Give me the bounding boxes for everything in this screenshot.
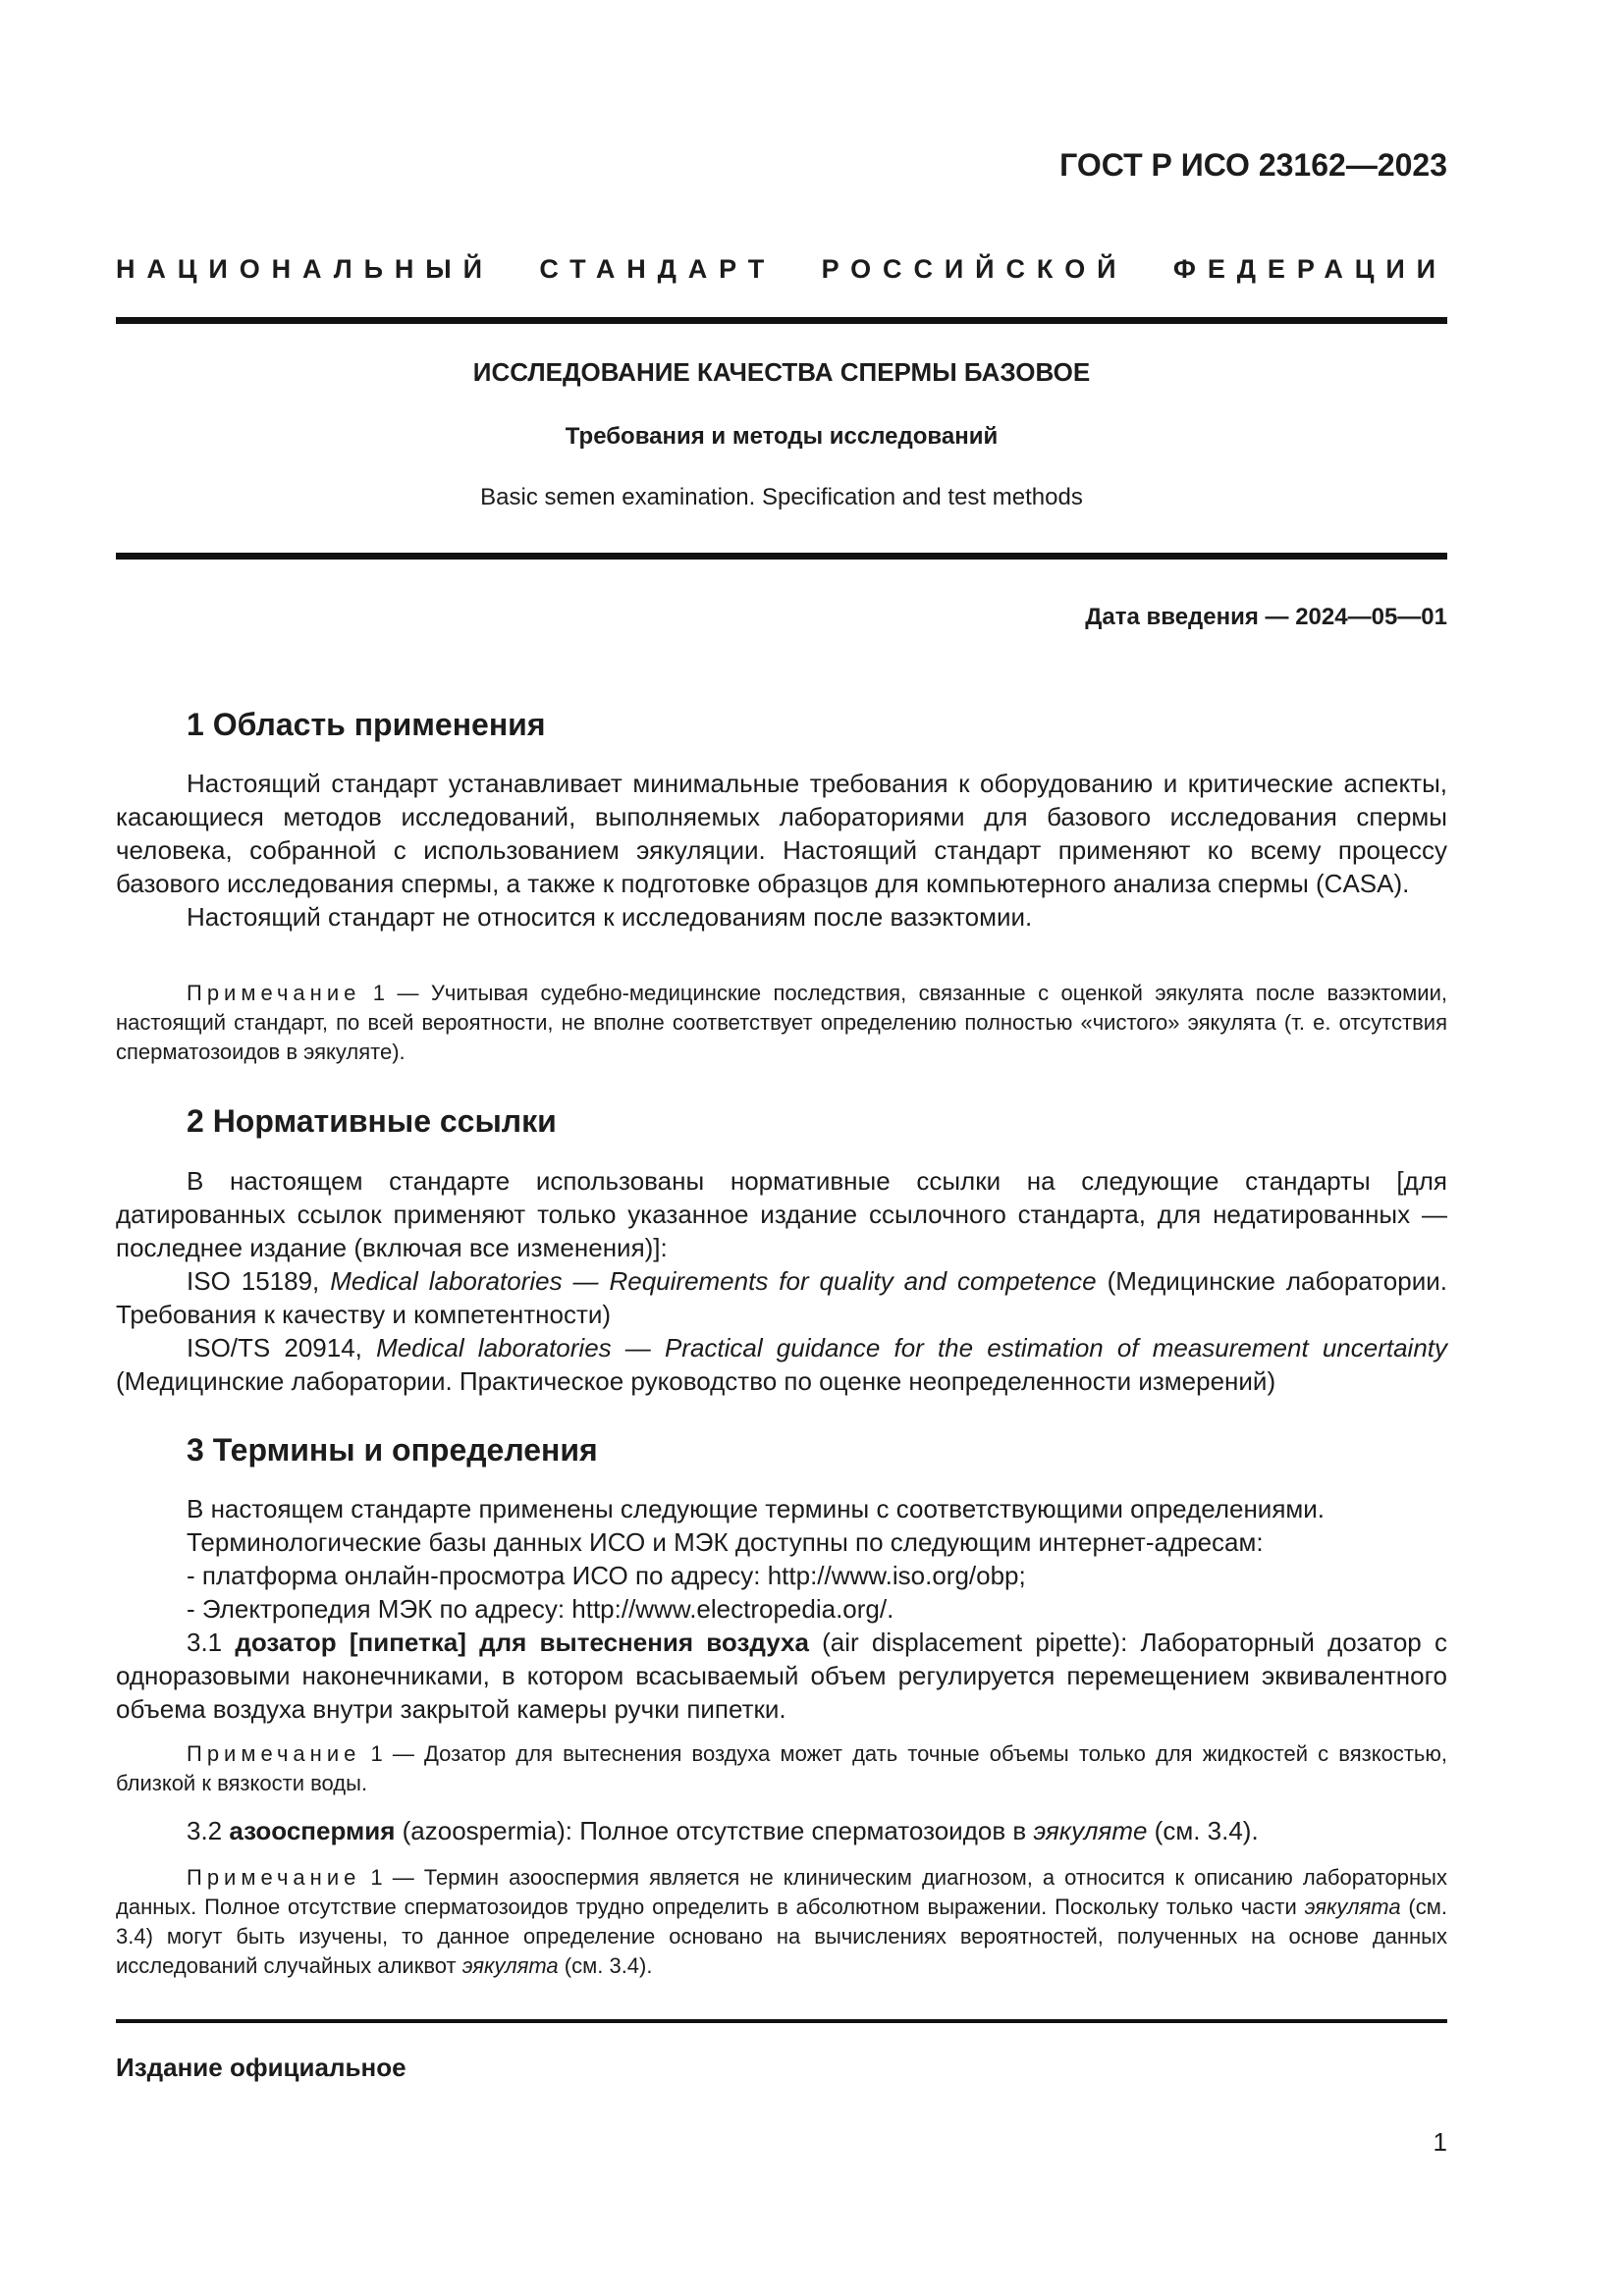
term-3-2 [116, 1814, 1447, 1847]
section-3-body [116, 1492, 1447, 1726]
top-divider [116, 317, 1447, 324]
list-item: - платформа онлайн-просмотра ИСО по адресу: http://www.iso.org/obp; [187, 1561, 1026, 1590]
standard-designation: ГОСТ Р ИСО 23162—2023 [1059, 147, 1447, 183]
note-text: (см. 3.4). [558, 1953, 653, 1978]
note-label: Примечание [187, 981, 361, 1005]
note-text: Дозатор для вытеснения воздуха может дать точные объемы только для жидкостей с вязкостью, близкой к вязкости воды. [116, 1741, 1447, 1795]
term-definition: (azoospermia): Полное отсутствие сперматозоидов в [395, 1816, 1034, 1845]
note-number: 1 — [360, 981, 431, 1005]
note-number: 1 — [360, 1741, 424, 1766]
term-definition: (air displacement pipette): Лабораторный дозатор с одноразовыми наконечниками, в котором всасываемый объем регулируется перемещением эквивалентного объема воздуха внутри закрытой камеры ручки пипетки. [116, 1628, 1447, 1724]
list-item: - Электропедия МЭК по адресу: http://www.electropedia.org/. [187, 1594, 894, 1624]
national-standard-title: НАЦИОНАЛЬНЫЙ СТАНДАРТ РОССИЙСКОЙ ФЕДЕРАЦИИ [116, 254, 1447, 284]
term-name: азооспермия [229, 1816, 396, 1845]
section-3-paragraph: В настоящем стандарте применены следующие термины с соответствующими определениями. [187, 1494, 1326, 1523]
reference-title: Medical laboratories — Requirements for quality and competence [330, 1266, 1097, 1296]
section-1-note [116, 979, 1447, 1067]
term-reference: эякуляте [1033, 1816, 1148, 1845]
section-1-paragraph: Настоящий стандарт не относится к исследованиям после вазэктомии. [187, 902, 1033, 932]
section-1-body [116, 767, 1447, 934]
english-title: Basic semen examination. Specification and test methods [480, 484, 1083, 510]
reference-code: ISO/TS 20914, [187, 1333, 377, 1362]
term-number: 3.1 [187, 1628, 236, 1657]
term-name: дозатор [пипетка] для вытеснения воздуха [235, 1628, 809, 1657]
note-text: (см. 3.4) могут быть изучены, то данное определение основано на вычислениях вероятностей, полученных на основе данных исследований случайных аликвот [116, 1895, 1447, 1978]
term-number: 3.2 [187, 1816, 230, 1845]
section-3-paragraph: Терминологические базы данных ИСО и МЭК доступны по следующим интернет-адресам: [187, 1527, 1264, 1557]
note-text: Термин азооспермия является не клиническим диагнозом, а относится к описанию лабораторных данных. Полное отсутствие сперматозоидов трудно определить в абсолютном выражении. Поскольку только части [116, 1865, 1447, 1919]
title-divider [116, 553, 1447, 560]
section-3-heading: 3 Термины и определения [187, 1432, 598, 1468]
section-2-body [116, 1164, 1447, 1398]
term-3-1-note [116, 1739, 1447, 1798]
term-3-2-note [116, 1863, 1447, 1981]
reference-translation: (Медицинские лаборатории. Требования к качеству и компетентности) [116, 1266, 1447, 1329]
reference-item [116, 1331, 1447, 1398]
section-1-paragraph: Настоящий стандарт устанавливает минимальные требования к оборудованию и критические аспекты, касающиеся методов исследований, выполняемых лабораториями для базового исследования спермы человека, собранной с использованием эякуляции. Настоящий стандарт применяют ко всему процессу базового исследования спермы, а также к подготовке образцов для компьютерного анализа спермы (CASA). [116, 769, 1447, 898]
term-3-1 [116, 1626, 1447, 1726]
note-label: Примечание [187, 1865, 361, 1890]
section-2-heading: 2 Нормативные ссылки [187, 1103, 557, 1139]
reference-translation: (Медицинские лаборатории. Практическое руководство по оценке неопределенности измерений) [116, 1366, 1276, 1396]
term-reference: эякулята [1304, 1895, 1401, 1919]
term-definition: (см. 3.4). [1147, 1816, 1259, 1845]
section-2-paragraph: В настоящем стандарте использованы нормативные ссылки на следующие стандарты [для датированных ссылок применяют только указанное издание ссылочного стандарта, для недатированных — последнее издание (включая все изменения)]: [116, 1166, 1447, 1262]
note-number: 1 — [360, 1865, 424, 1890]
term-reference: эякулята [461, 1953, 559, 1978]
note-text: Учитывая судебно-медицинские последствия, связанные с оценкой эякулята после вазэктомии, настоящий стандарт, по всей вероятности, не вполне соответствует определению полностью «чистого» эякулята (т. е. отсутствия сперматозоидов в эякуляте). [116, 981, 1447, 1064]
standard-subtitle: Требования и методы исследований [565, 423, 999, 450]
page-number: 1 [1433, 2127, 1447, 2157]
section-1-heading: 1 Область применения [187, 707, 546, 742]
reference-item [116, 1264, 1447, 1331]
footer-divider [116, 2019, 1447, 2023]
standard-title: ИССЛЕДОВАНИЕ КАЧЕСТВА СПЕРМЫ БАЗОВОЕ [472, 357, 1091, 387]
edition-label: Издание официальное [116, 2053, 406, 2082]
introduction-date: Дата введения — 2024—05—01 [1085, 604, 1447, 630]
reference-code: ISO 15189, [187, 1266, 331, 1296]
reference-title: Medical laboratories — Practical guidance for the estimation of measurement uncertainty [376, 1333, 1447, 1362]
note-label: Примечание [187, 1741, 361, 1766]
